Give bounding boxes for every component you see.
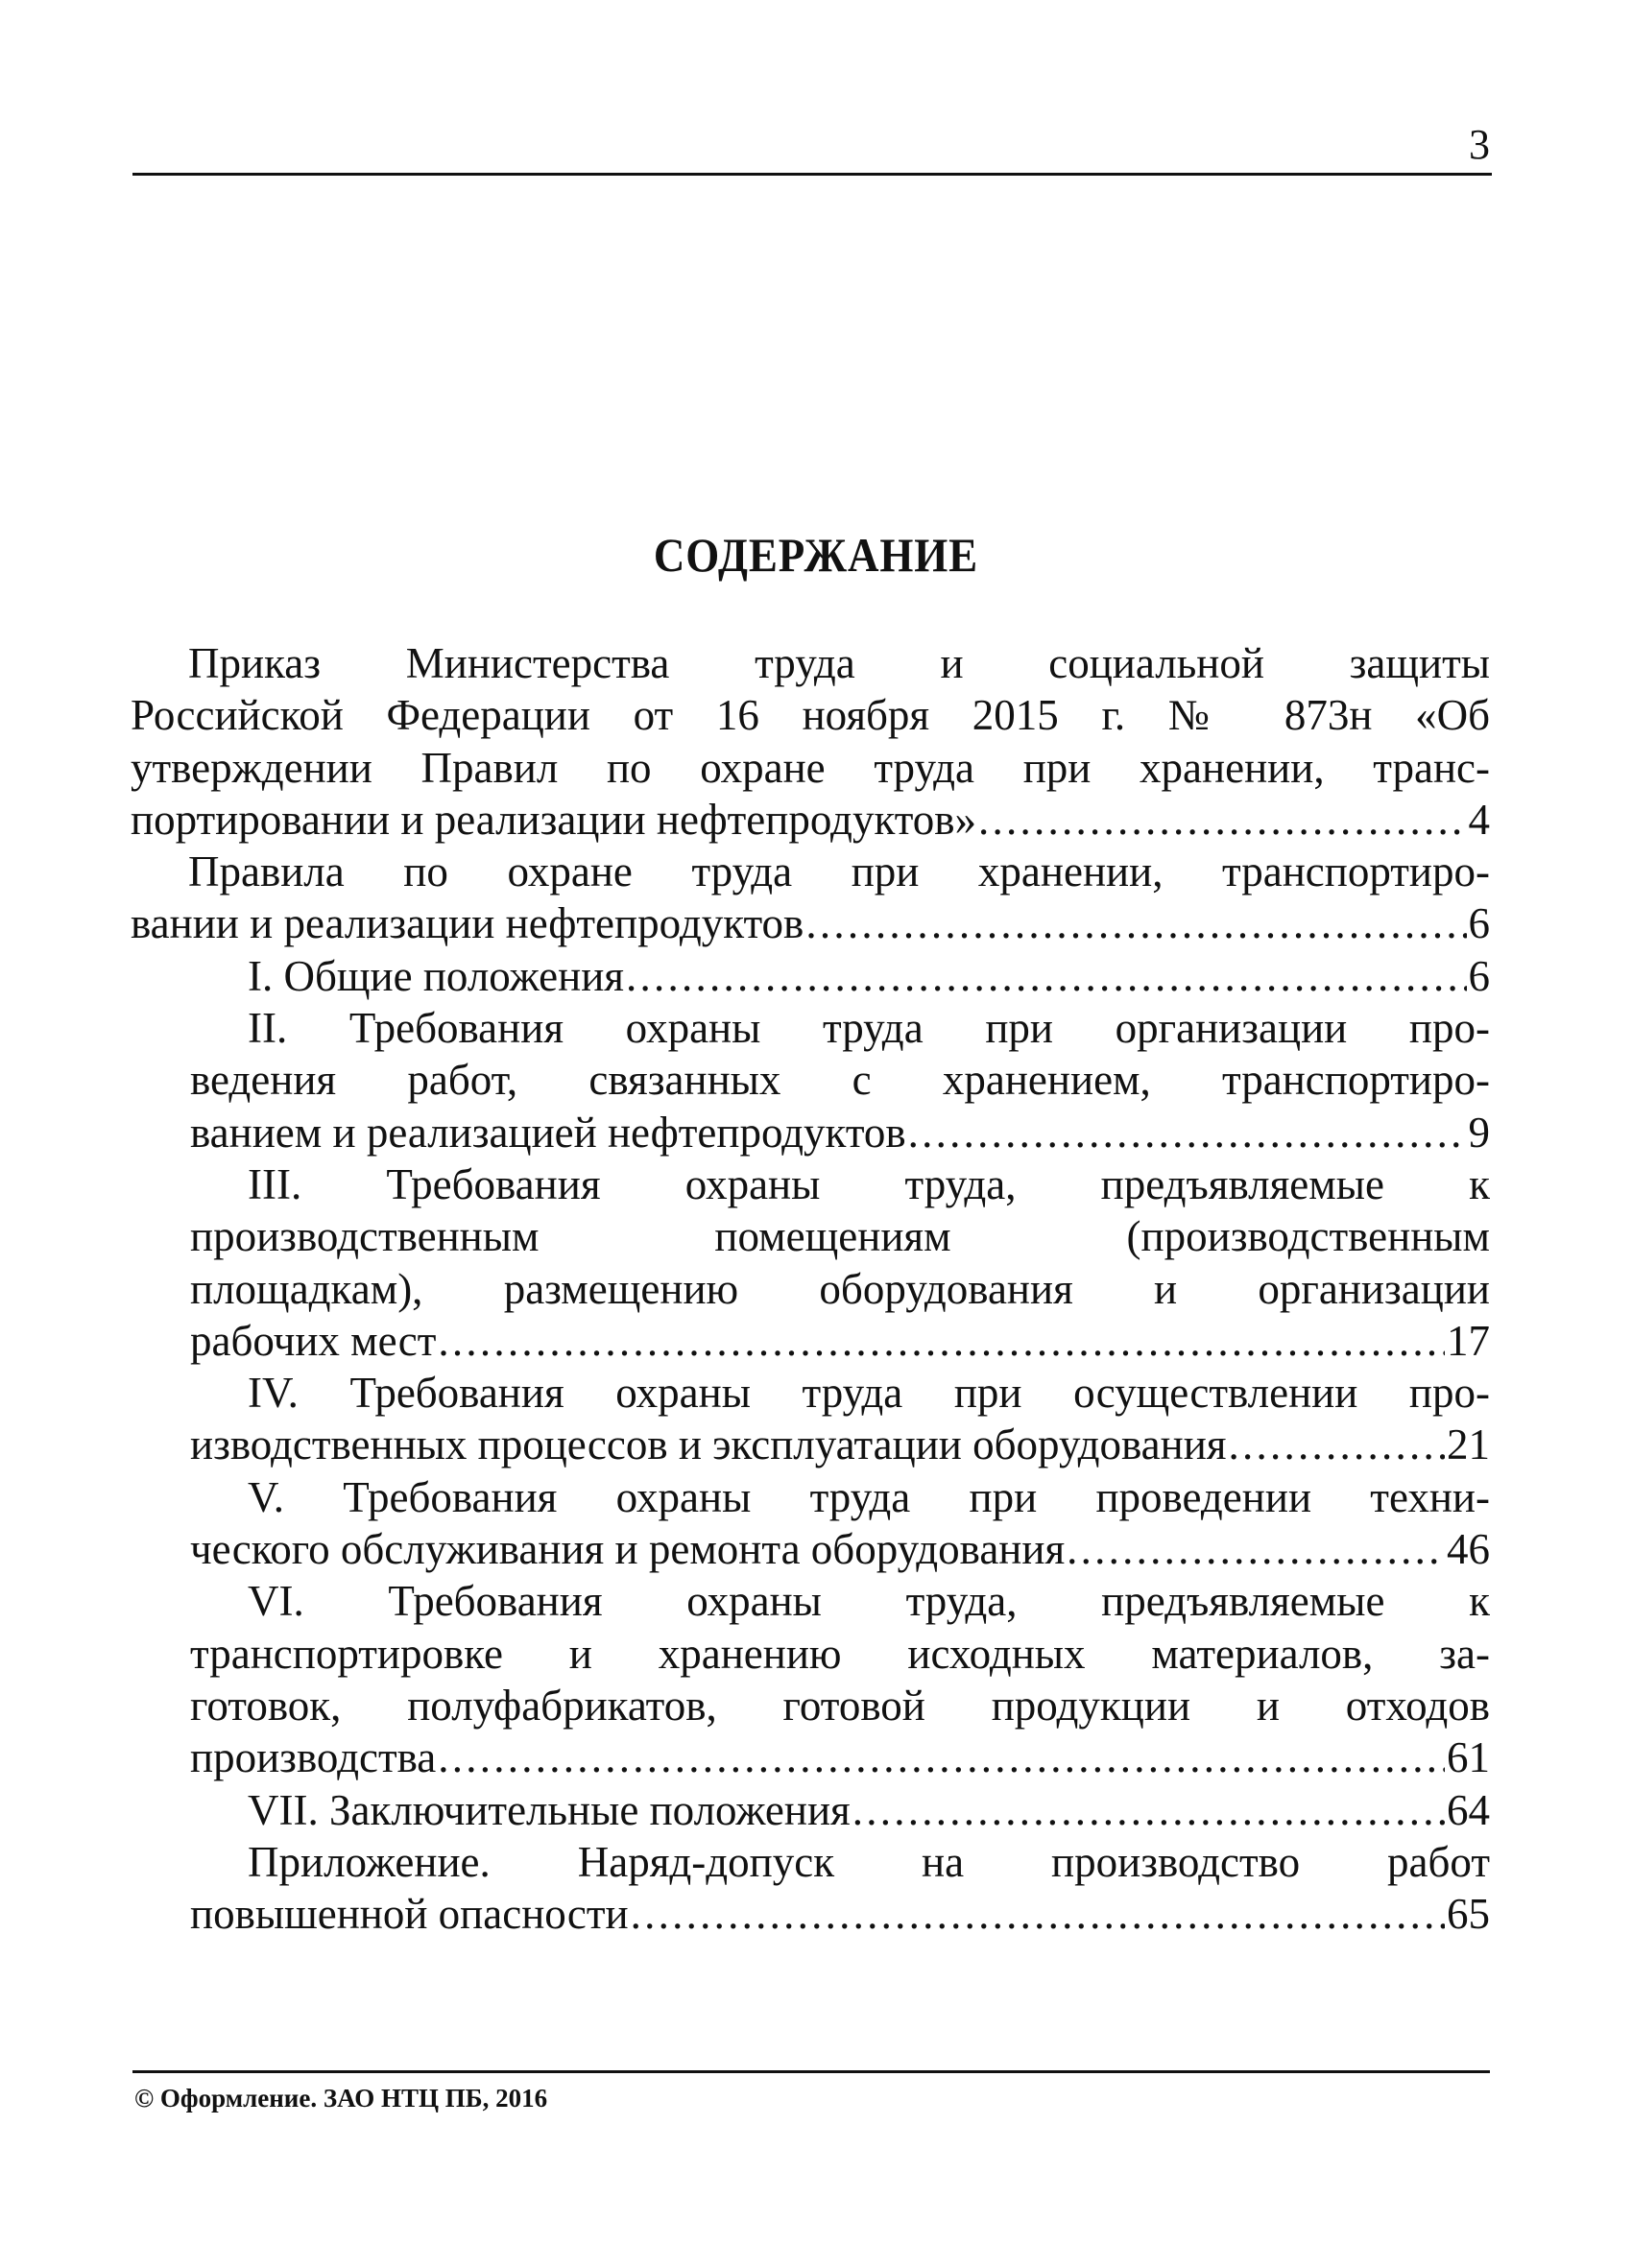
toc-entry <box>190 1836 1490 1941</box>
toc-entry-line: площадкам), размещению оборудования и организации <box>190 1264 1490 1313</box>
toc-entry-line <box>190 1523 1490 1575</box>
toc-title: СОДЕРЖАНИЕ <box>653 528 979 582</box>
dot-leader <box>852 1784 1445 1836</box>
toc-entry-line: V. Требования охраны труда при проведении техни- <box>248 1472 1490 1521</box>
toc-page-number: 6 <box>1468 899 1490 948</box>
toc-page-number: 61 <box>1447 1733 1490 1782</box>
toc-entry-text: изводственных процессов и эксплуатации оборудования <box>190 1420 1227 1469</box>
toc-entry-line: Приказ Министерства труда и социальной защиты <box>188 639 1490 687</box>
toc-page-number: 64 <box>1447 1785 1490 1834</box>
dot-leader <box>631 1888 1445 1940</box>
toc-entry-line <box>190 1731 1490 1783</box>
dot-leader <box>438 1731 1445 1783</box>
toc-entry-text: портировании и реализации нефтепродуктов» <box>131 795 977 844</box>
toc-entry-text: производства <box>190 1733 437 1782</box>
toc-entry-line: Российской Федерации от 16 ноября 2015 г. № 873н «Об <box>131 691 1490 740</box>
toc-entry <box>190 1575 1490 1783</box>
toc-entry-text: повышенной опасности <box>190 1890 629 1939</box>
dot-leader <box>978 794 1466 846</box>
toc-entry-line: готовок, полуфабрикатов, готовой продукции и отходов <box>190 1681 1490 1730</box>
toc-entry-line: утверждении Правил по охране труда при хранении, транс- <box>131 743 1490 792</box>
toc-page-number: 46 <box>1447 1525 1490 1574</box>
toc-entry-line: Правила по охране труда при хранении, транспортиро- <box>188 848 1490 896</box>
page-number: 3 <box>1469 121 1490 168</box>
toc-page-number: 4 <box>1468 795 1490 844</box>
toc-page-number: 6 <box>1468 951 1490 1000</box>
toc-entry-text: вании и реализации нефтепродуктов <box>131 899 804 948</box>
toc-entry <box>190 1002 1490 1158</box>
toc-entry-line <box>190 1107 1490 1158</box>
toc-entry-line: ведения работ, связанных с хранением, транспортиро- <box>190 1056 1490 1105</box>
toc-entry-text: I. Общие положения <box>248 951 624 1000</box>
toc-entry-text: VII. Заключительные положения <box>248 1785 851 1834</box>
toc-entry-line: производственным помещениям (производственным <box>190 1212 1490 1261</box>
toc-page-number: 21 <box>1447 1420 1490 1469</box>
toc-entry <box>190 1158 1490 1367</box>
toc-entry-text: ванием и реализацией нефтепродуктов <box>190 1108 906 1157</box>
toc-entry-line: Приложение. Наряд-допуск на производство работ <box>248 1837 1490 1886</box>
toc-entry-line <box>190 1315 1490 1367</box>
dot-leader <box>1229 1419 1446 1470</box>
toc-entry-line <box>190 1784 1490 1836</box>
toc-entry-line <box>190 950 1490 1002</box>
header-rule <box>132 173 1492 176</box>
dot-leader <box>908 1107 1467 1158</box>
toc-entry-line: транспортировке и хранению исходных материалов, за- <box>190 1629 1490 1678</box>
table-of-contents <box>131 637 1490 1940</box>
toc-entry <box>131 637 1490 846</box>
toc-entry-text: рабочих мест <box>190 1316 437 1365</box>
toc-entry-line: IV. Требования охраны труда при осуществлении про- <box>248 1369 1490 1418</box>
toc-entry <box>190 1367 1490 1471</box>
toc-entry-line: VI. Требования охраны труда, предъявляемые к <box>248 1577 1490 1626</box>
footer-rule <box>132 2070 1490 2073</box>
toc-page-number: 9 <box>1468 1108 1490 1157</box>
dot-leader <box>1067 1523 1445 1575</box>
toc-entry-line <box>131 794 1490 846</box>
toc-entry-line <box>190 1888 1490 1940</box>
toc-entry-line <box>190 1419 1490 1470</box>
toc-entry <box>190 1784 1490 1836</box>
toc-page-number: 17 <box>1447 1316 1490 1365</box>
toc-entry <box>131 846 1490 950</box>
toc-entry-text: ческого обслуживания и ремонта оборудования <box>190 1525 1066 1574</box>
dot-leader <box>438 1315 1445 1367</box>
toc-entry <box>190 950 1490 1002</box>
toc-page-number: 65 <box>1447 1890 1490 1939</box>
toc-entry-line: III. Требования охраны труда, предъявляемые к <box>248 1159 1490 1208</box>
copyright-notice: © Оформление. ЗАО НТЦ ПБ, 2016 <box>134 2084 548 2113</box>
dot-leader <box>805 897 1466 949</box>
toc-entry-line <box>131 897 1490 949</box>
toc-entry <box>190 1471 1490 1576</box>
dot-leader <box>626 950 1467 1002</box>
toc-entry-line: II. Требования охраны труда при организации про- <box>248 1004 1490 1053</box>
